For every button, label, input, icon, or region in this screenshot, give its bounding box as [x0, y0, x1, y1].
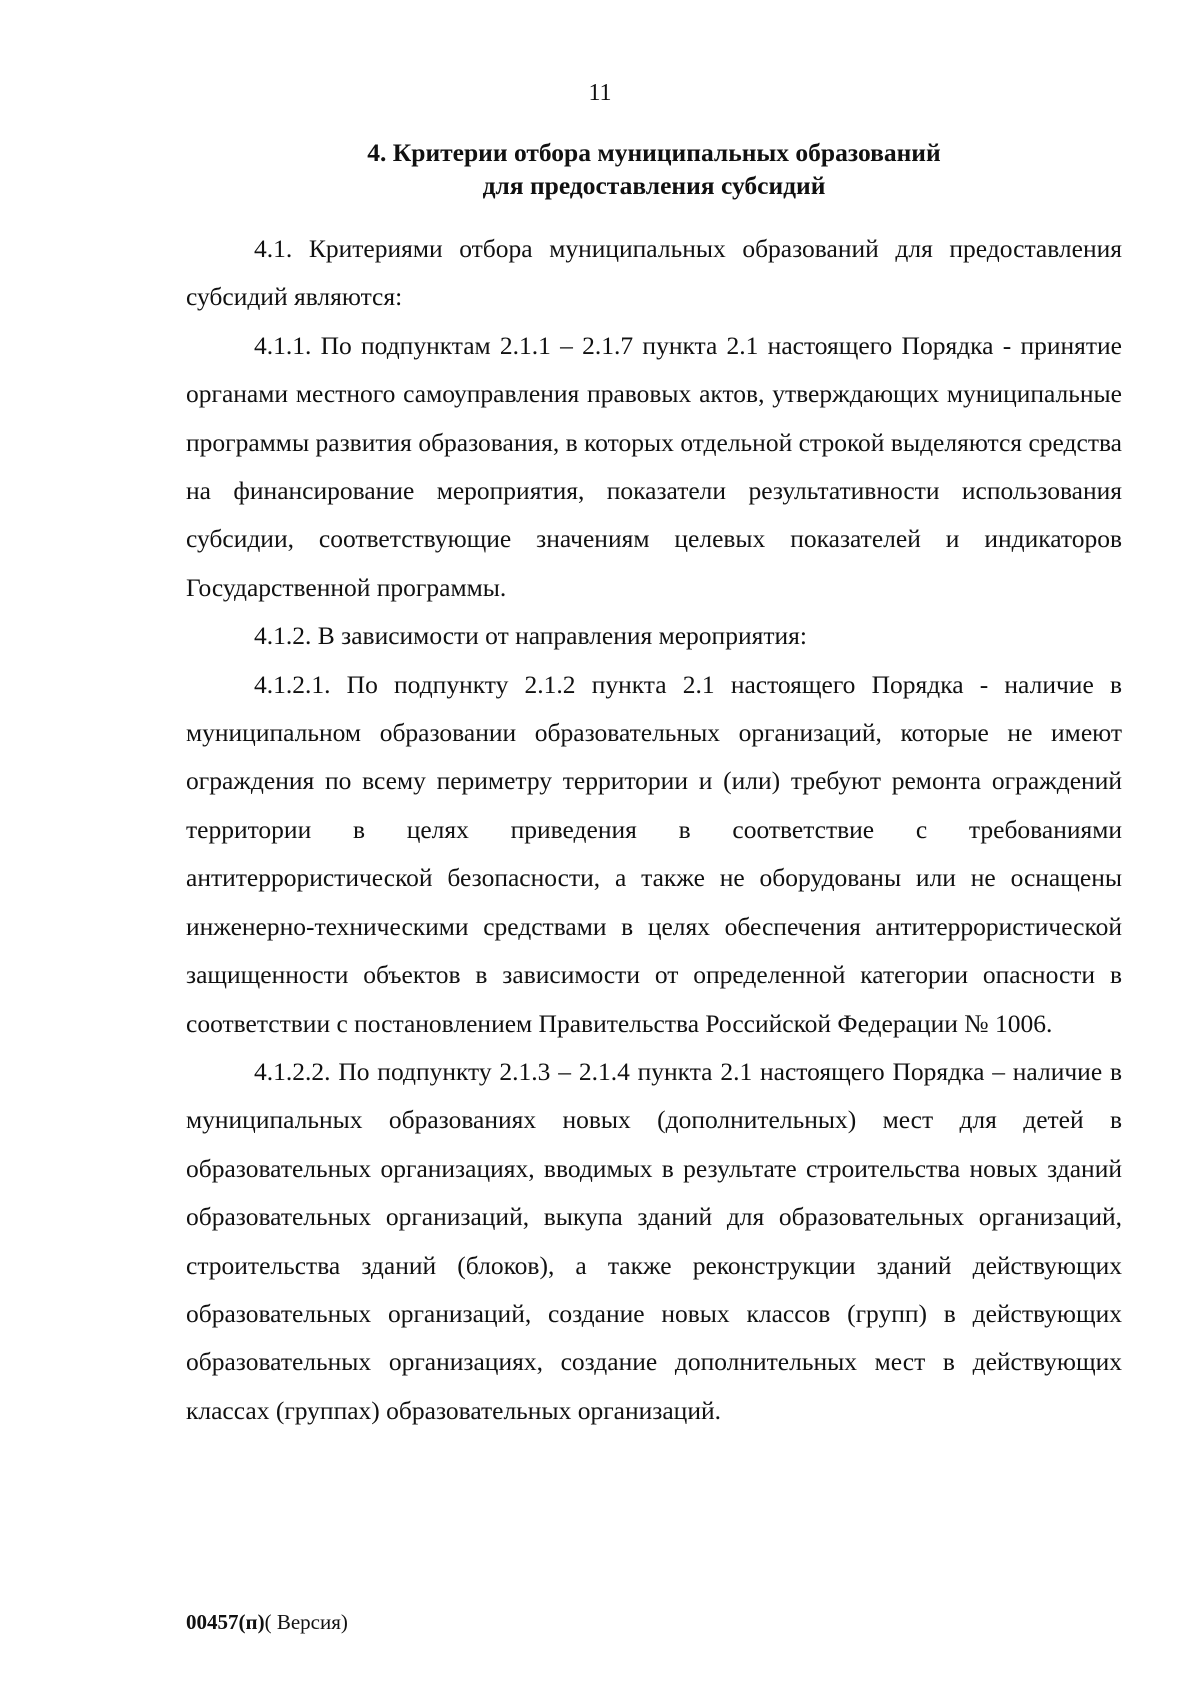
footer-document-code — [186, 1608, 348, 1636]
paragraph-4-1-1: 4.1.1. По подпунктам 2.1.1 – 2.1.7 пункта 2.1 настоящего Порядка - принятие органами местного самоуправления правовых актов, утверждающих муниципальные программы развития образования, в которых отдельной строкой выделяются средства на финансирование мероприятия, показатели результативности использования субсидии, соответствующие значениям целевых показателей и индикаторов Государственной программы. — [186, 330, 1122, 602]
paragraph-4-1: 4.1. Критериями отбора муниципальных образований для предоставления субсидий являются: — [186, 234, 1122, 312]
section-title — [186, 136, 1122, 202]
section-title-line-1: 4. Критерии отбора муниципальных образований — [367, 138, 941, 167]
footer-version: ( Версия) — [264, 1610, 348, 1634]
paragraph-4-1-2-2: 4.1.2.2. По подпункту 2.1.3 – 2.1.4 пункта 2.1 настоящего Порядка – наличие в муниципальных образованиях новых (дополнительных) мест для детей в образовательных организациях, вводимых в результате строительства новых зданий образовательных организаций, выкупа зданий для образовательных организаций, строительства зданий (блоков), а также реконструкции зданий действующих образовательных организаций, создание новых классов (групп) в действующих образовательных организациях, создание дополнительных мест в действующих классах (группах) образовательных организаций. — [186, 1056, 1122, 1425]
paragraph-4-1-2-1: 4.1.2.1. По подпункту 2.1.2 пункта 2.1 настоящего Порядка - наличие в муниципальном образовании образовательных организаций, которые не имеют ограждения по всему периметру территории и (или) требуют ремонта ограждений территории в целях приведения в соответствие с требованиями антитеррористической безопасности, а также не оборудованы или не оснащены инженерно-техническими средствами в целях обеспечения антитеррористической защищенности объектов в зависимости от определенной категории опасности в соответствии с постановлением Правительства Российской Федерации № 1006. — [186, 669, 1122, 1038]
body-text — [186, 225, 1122, 1435]
footer-code: 00457(п) — [186, 1610, 265, 1634]
paragraph-4-1-2: 4.1.2. В зависимости от направления мероприятия: — [254, 621, 807, 651]
section-title-line-2: для предоставления субсидий — [482, 171, 826, 200]
page-number: 11 — [588, 80, 612, 106]
